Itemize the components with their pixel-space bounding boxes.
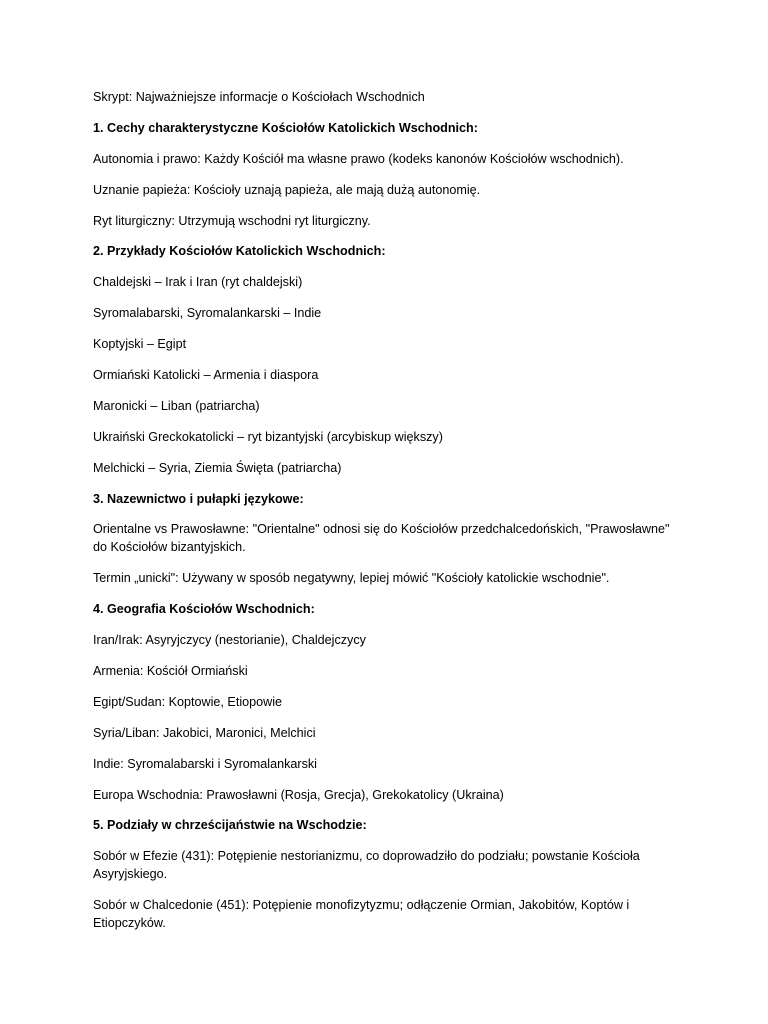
section-4-item: Europa Wschodnia: Prawosławni (Rosja, Grecja), Grekokatolicy (Ukraina)	[93, 787, 504, 802]
section-3-item: Termin „unicki": Używany w sposób negatywny, lepiej mówić "Kościoły katolickie wschodnie".	[93, 571, 610, 586]
section-4-item: Iran/Irak: Asyryjczycy (nestorianie), Chaldejczycy	[93, 633, 366, 648]
section-5-item: Sobór w Efezie (431): Potępienie nestorianizmu, co doprowadziło do podziału; powstanie Kościoła Asyryjskiego.	[93, 849, 640, 882]
section-2-item: Melchicki – Syria, Ziemia Święta (patriarcha)	[93, 460, 342, 475]
section-1-item: Autonomia i prawo: Każdy Kościół ma własne prawo (kodeks kanonów Kościołów wschodnich).	[93, 151, 624, 166]
section-1-item: Uznanie papieża: Kościoły uznają papieża, ale mają dużą autonomię.	[93, 182, 481, 197]
section-heading-2: 2. Przykłady Kościołów Katolickich Wschodnich:	[93, 244, 386, 259]
document-title: Skrypt: Najważniejsze informacje o Kościołach Wschodnich	[93, 90, 425, 104]
section-1-item: Ryt liturgiczny: Utrzymują wschodni ryt liturgiczny.	[93, 213, 371, 228]
section-4-item: Indie: Syromalabarski i Syromalankarski	[93, 756, 317, 771]
section-2-item: Koptyjski – Egipt	[93, 337, 187, 352]
document-page	[93, 88, 683, 945]
section-4-item: Armenia: Kościół Ormiański	[93, 664, 248, 679]
section-2-item: Syromalabarski, Syromalankarski – Indie	[93, 306, 322, 321]
section-2-item: Ukraiński Greckokatolicki – ryt bizantyjski (arcybiskup większy)	[93, 429, 443, 444]
section-heading-1: 1. Cechy charakterystyczne Kościołów Katolickich Wschodnich:	[93, 120, 478, 135]
section-heading-5: 5. Podziały w chrześcijaństwie na Wschodzie:	[93, 818, 367, 833]
section-2-item: Ormiański Katolicki – Armenia i diaspora	[93, 368, 319, 383]
section-heading-3: 3. Nazewnictwo i pułapki językowe:	[93, 491, 304, 506]
section-2-item: Chaldejski – Irak i Iran (ryt chaldejski)	[93, 275, 303, 290]
section-3-item: Orientalne vs Prawosławne: "Orientalne" odnosi się do Kościołów przedchalcedońskich, "Prawosławne" do Kościołów bizantyjskich.	[93, 522, 670, 555]
section-4-item: Egipt/Sudan: Koptowie, Etiopowie	[93, 694, 283, 709]
section-4-item: Syria/Liban: Jakobici, Maronici, Melchici	[93, 725, 316, 740]
section-2-item: Maronicki – Liban (patriarcha)	[93, 398, 260, 413]
section-5-item: Sobór w Chalcedonie (451): Potępienie monofizytyzmu; odłączenie Ormian, Jakobitów, Koptów i Etiopczyków.	[93, 898, 630, 931]
section-heading-4: 4. Geografia Kościołów Wschodnich:	[93, 602, 315, 617]
